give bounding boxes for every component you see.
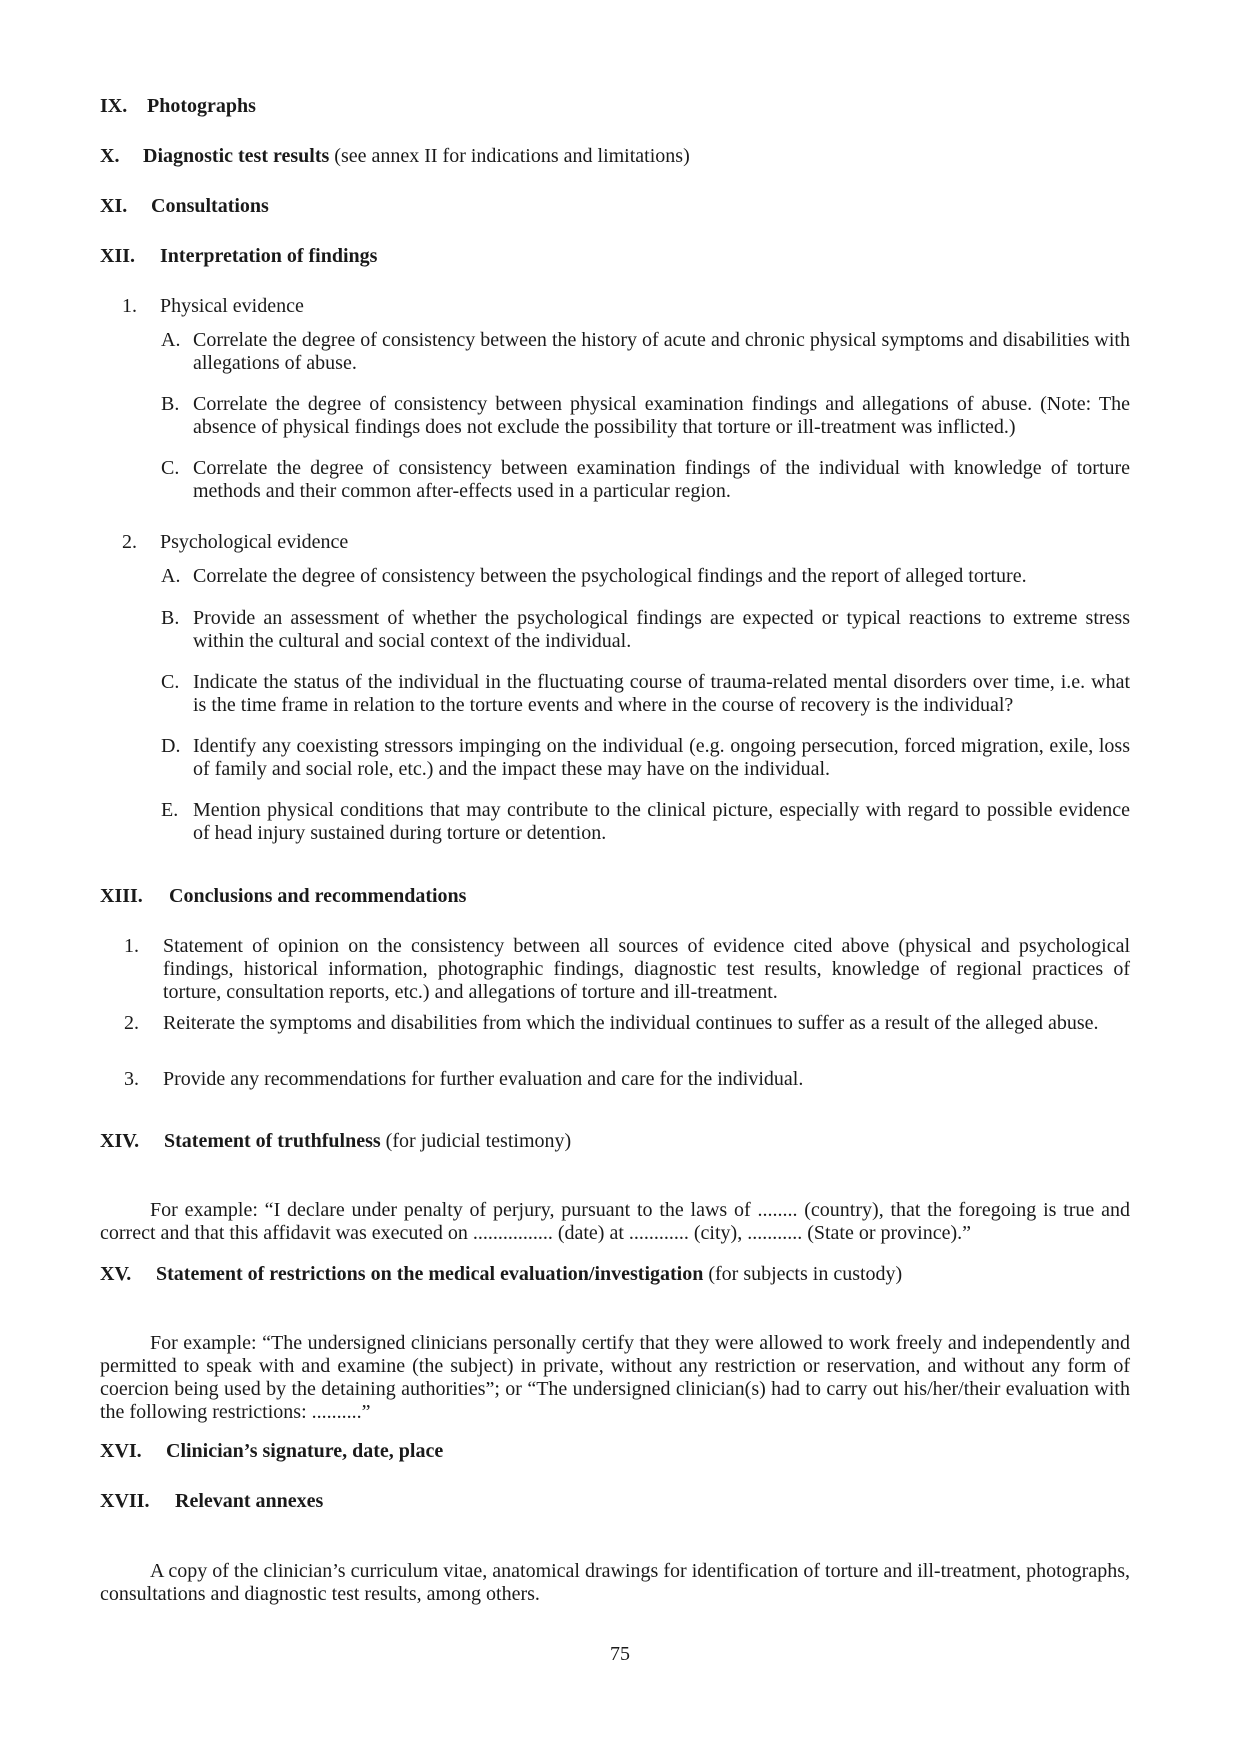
item-text: Correlate the degree of consistency between the psychological findings and the report of alleged torture. [193, 565, 1027, 587]
item-letter: A. [161, 565, 181, 587]
list-item [161, 393, 1130, 439]
subheading-label: Psychological evidence [160, 531, 349, 553]
subheading-number: 1. [122, 295, 137, 317]
item-text: Correlate the degree of consistency between examination findings of the individual with knowledge of torture methods and their common after-effects used in a particular region. [193, 457, 1130, 502]
item-text: Indicate the status of the individual in the fluctuating course of trauma-related mental disorders over time, i.e. what is the time frame in relation to the torture events and where in the course of recovery is the individual? [193, 671, 1130, 716]
page-number: 75 [610, 1643, 630, 1665]
section-note: (for subjects in custody) [703, 1263, 903, 1285]
item-letter: B. [161, 393, 180, 415]
affidavit-example: For example: “I declare under penalty of perjury, pursuant to the laws of ........ (country), that the foregoing is true and correct and that this affidavit was executed on ................ (date) at ............ (city), ........... (State or province).” [100, 1199, 1130, 1244]
item-letter: C. [161, 457, 180, 479]
subheading-physical-evidence [122, 295, 304, 318]
list-item [124, 935, 1130, 1004]
list-item [161, 565, 1130, 588]
item-letter: B. [161, 607, 180, 629]
section-title: Conclusions and recommendations [169, 885, 467, 907]
section-title: Interpretation of findings [160, 245, 378, 267]
item-letter: A. [161, 329, 181, 351]
section-number: XVII. [100, 1490, 150, 1512]
section-number: X. [100, 145, 120, 167]
section-xvi-heading [100, 1440, 1130, 1463]
section-number: XII. [100, 245, 136, 267]
item-number: 2. [124, 1012, 139, 1034]
section-xii-heading [100, 245, 1130, 268]
restrictions-example: For example: “The undersigned clinicians personally certify that they were allowed to work freely and independently and permitted to speak with and examine (the subject) in private, without any restriction or reservation, and without any form of coercion being used by the detaining authorities”; or “The undersigned clinician(s) had to carry out his/her/their evaluation with the following restrictions: ..........” [100, 1332, 1130, 1423]
section-note: (for judicial testimony) [380, 1130, 572, 1152]
item-text: Mention physical conditions that may contribute to the clinical picture, especially with regard to possible evidence of head injury sustained during torture or detention. [193, 799, 1130, 844]
list-item [161, 799, 1130, 845]
item-letter: E. [161, 799, 179, 821]
item-number: 3. [124, 1068, 139, 1090]
section-title: Relevant annexes [175, 1490, 324, 1512]
section-title: Diagnostic test results [143, 145, 330, 167]
annexes-description: A copy of the clinician’s curriculum vitae, anatomical drawings for identification of torture and ill-treatment, photographs, consultations and diagnostic test results, among others. [100, 1560, 1130, 1605]
item-letter: D. [161, 735, 181, 757]
item-text: Provide an assessment of whether the psychological findings are expected or typical reactions to extreme stress within the cultural and social context of the individual. [193, 607, 1130, 652]
list-item [161, 457, 1130, 503]
section-xiv-heading [100, 1130, 1130, 1153]
section-xi-heading [100, 195, 1130, 218]
list-item [124, 1012, 1130, 1035]
section-note: (see annex II for indications and limitations) [329, 145, 690, 167]
item-text: Statement of opinion on the consistency between all sources of evidence cited above (physical and psychological findings, historical information, photographic findings, diagnostic test results, knowledge of regional practices of torture, consultation reports, etc.) and allegations of torture and ill-treatment. [163, 935, 1130, 1003]
section-title: Clinician’s signature, date, place [166, 1440, 444, 1462]
section-x-heading [100, 145, 1130, 168]
section-title: Statement of restrictions on the medical evaluation/investigation [156, 1263, 704, 1285]
section-title: Consultations [151, 195, 269, 217]
list-item [124, 1068, 1130, 1091]
subheading-psychological-evidence [122, 531, 348, 554]
section-xvii-heading [100, 1490, 1130, 1513]
section-number: IX. [100, 95, 128, 117]
section-ix-heading [100, 95, 1130, 118]
item-text: Identify any coexisting stressors impinging on the individual (e.g. ongoing persecution, forced migration, exile, loss of family and social role, etc.) and the impact these may have on the individual. [193, 735, 1130, 780]
section-number: XI. [100, 195, 128, 217]
subheading-label: Physical evidence [160, 295, 304, 317]
section-number: XIV. [100, 1130, 140, 1152]
section-number: XIII. [100, 885, 143, 907]
list-item [161, 329, 1130, 375]
item-text: Reiterate the symptoms and disabilities from which the individual continues to suffer as a result of the alleged abuse. [163, 1012, 1099, 1034]
item-letter: C. [161, 671, 180, 693]
list-item [161, 671, 1130, 717]
section-xv-heading [100, 1263, 1130, 1286]
item-text: Correlate the degree of consistency between the history of acute and chronic physical symptoms and disabilities with allegations of abuse. [193, 329, 1130, 374]
section-title: Statement of truthfulness [164, 1130, 381, 1152]
section-number: XVI. [100, 1440, 142, 1462]
section-xiii-heading [100, 885, 1130, 908]
list-item [161, 735, 1130, 781]
item-text: Correlate the degree of consistency between physical examination findings and allegations of abuse. (Note: The absence of physical findings does not exclude the possibility that torture or ill-treatment was inflicted.) [193, 393, 1130, 438]
list-item [161, 607, 1130, 653]
section-title: Photographs [147, 95, 256, 117]
section-number: XV. [100, 1263, 132, 1285]
item-text: Provide any recommendations for further evaluation and care for the individual. [163, 1068, 804, 1090]
subheading-number: 2. [122, 531, 137, 553]
item-number: 1. [124, 935, 139, 957]
